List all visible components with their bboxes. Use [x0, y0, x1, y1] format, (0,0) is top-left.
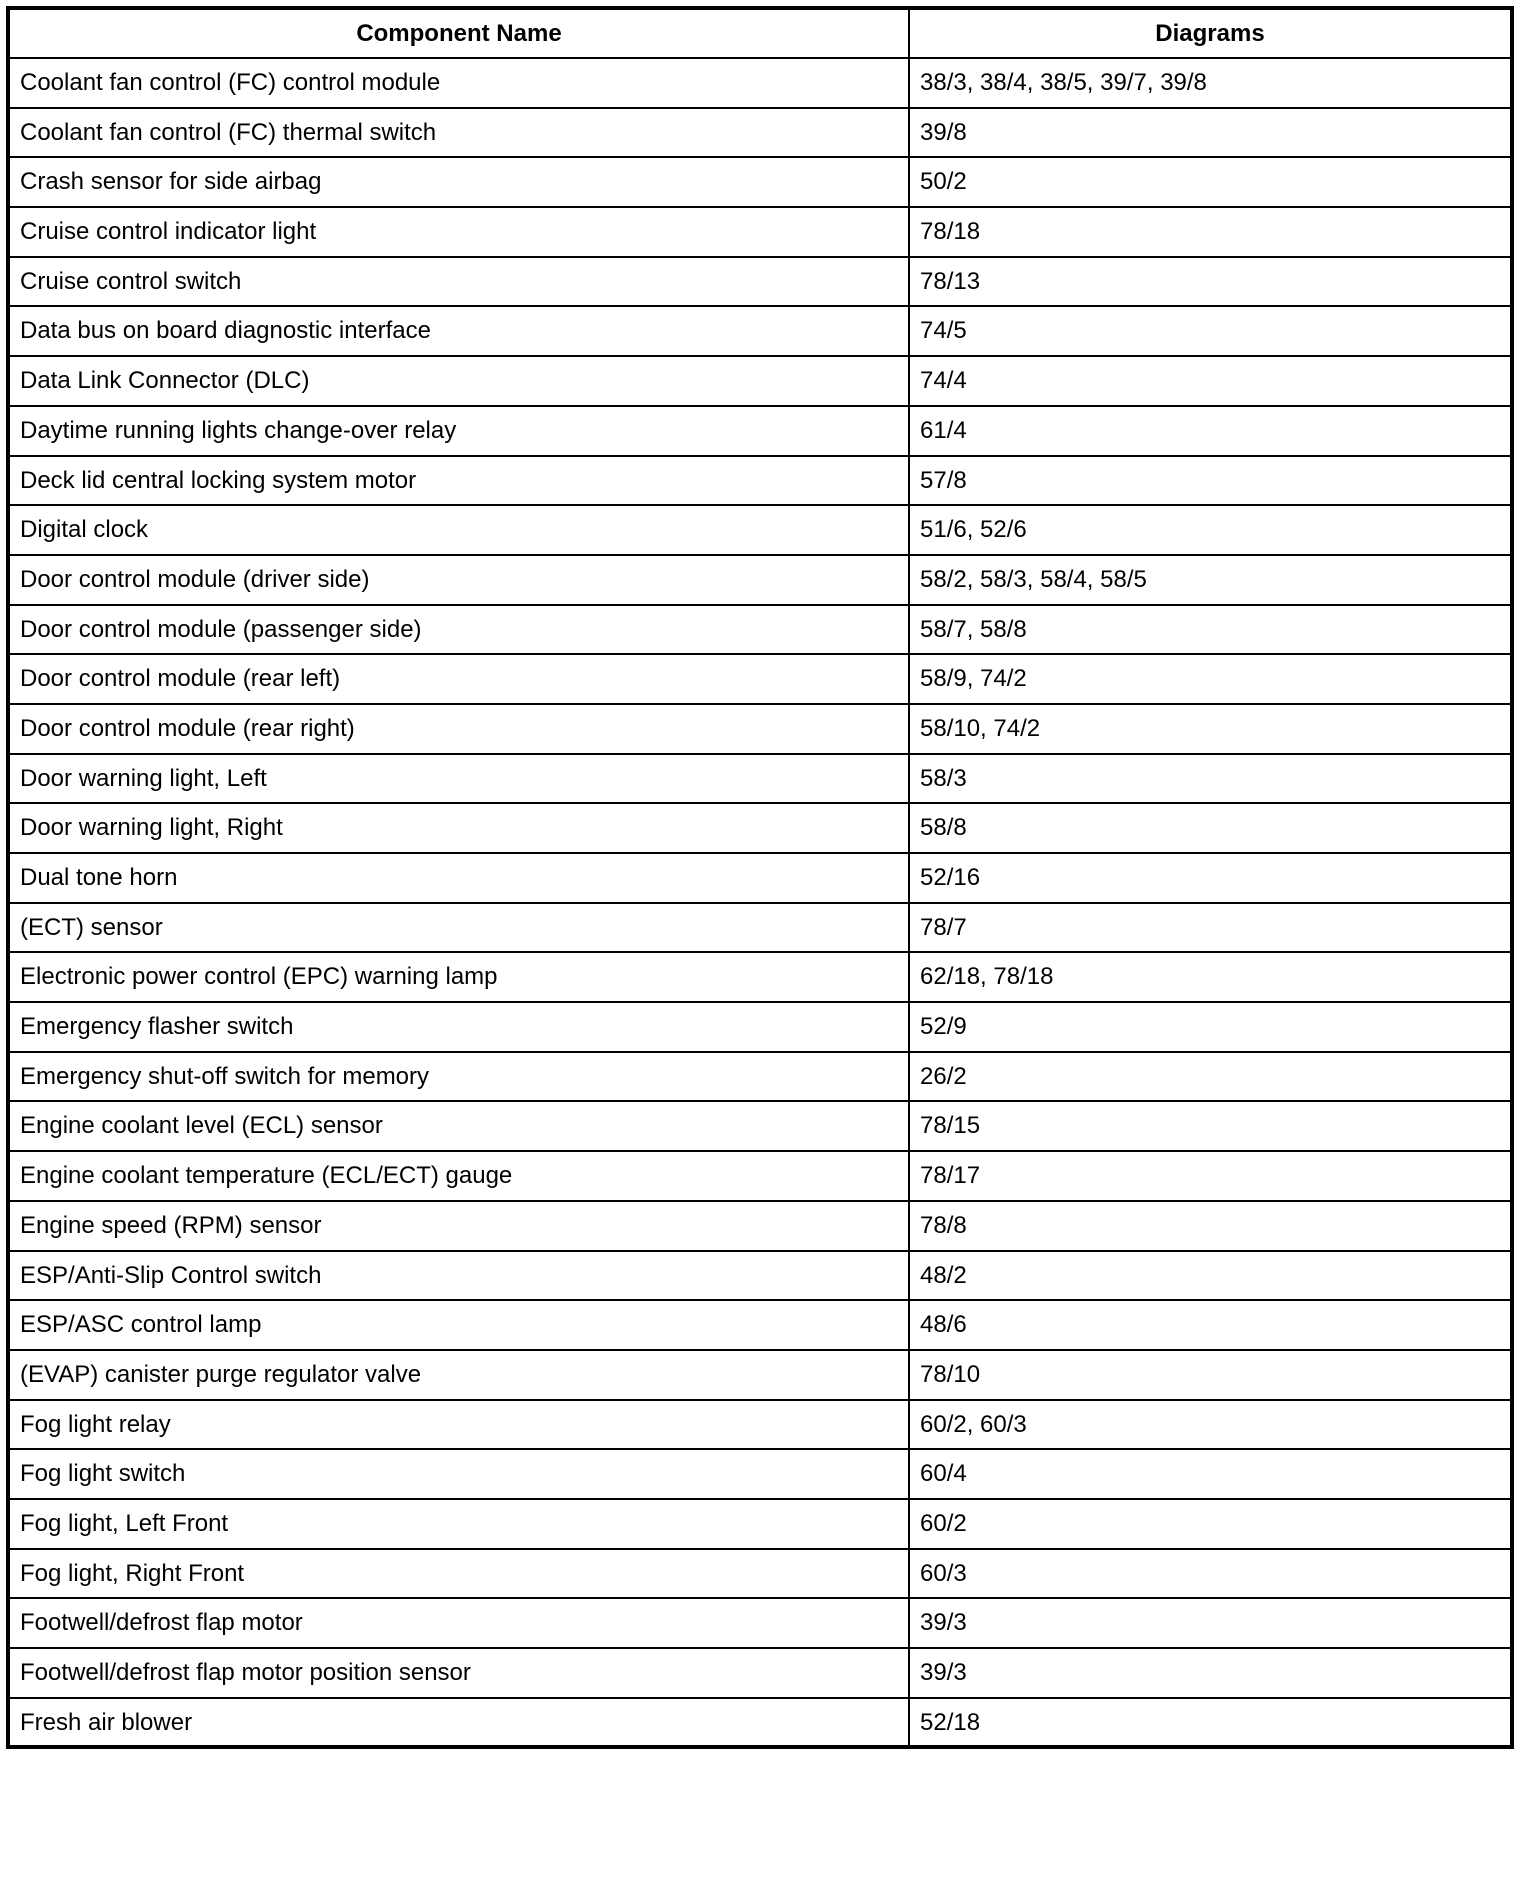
table-row: [8, 456, 1512, 506]
component-name-cell: Engine speed (RPM) sensor: [8, 1201, 909, 1251]
component-name-cell: Fog light, Left Front: [8, 1499, 909, 1549]
diagrams-cell: 38/3, 38/4, 38/5, 39/7, 39/8: [909, 58, 1512, 108]
diagrams-cell: 74/4: [909, 356, 1512, 406]
component-name-cell: (EVAP) canister purge regulator valve: [8, 1350, 909, 1400]
component-name-cell: Dual tone horn: [8, 853, 909, 903]
diagrams-cell: 48/6: [909, 1300, 1512, 1350]
diagrams-cell: 61/4: [909, 406, 1512, 456]
component-name-cell: ESP/Anti-Slip Control switch: [8, 1251, 909, 1301]
component-diagram-table: [6, 6, 1514, 1749]
diagrams-cell: 78/18: [909, 207, 1512, 257]
component-name-cell: Cruise control switch: [8, 257, 909, 307]
component-name-cell: (ECT) sensor: [8, 903, 909, 953]
table-row: [8, 505, 1512, 555]
table-row: [8, 1101, 1512, 1151]
component-name-cell: Fog light, Right Front: [8, 1549, 909, 1599]
diagrams-cell: 39/3: [909, 1598, 1512, 1648]
table-row: [8, 1300, 1512, 1350]
table-row: [8, 754, 1512, 804]
table-row: [8, 1499, 1512, 1549]
header-diagrams: Diagrams: [909, 8, 1512, 58]
table-row: [8, 853, 1512, 903]
table-row: [8, 257, 1512, 307]
table-row: [8, 1052, 1512, 1102]
diagrams-cell: 60/2, 60/3: [909, 1400, 1512, 1450]
diagrams-cell: 58/2, 58/3, 58/4, 58/5: [909, 555, 1512, 605]
diagrams-cell: 60/2: [909, 1499, 1512, 1549]
component-name-cell: Deck lid central locking system motor: [8, 456, 909, 506]
table-row: [8, 1598, 1512, 1648]
table-row: [8, 704, 1512, 754]
diagrams-cell: 48/2: [909, 1251, 1512, 1301]
component-name-cell: Door control module (rear right): [8, 704, 909, 754]
component-name-cell: Coolant fan control (FC) control module: [8, 58, 909, 108]
table-row: [8, 1449, 1512, 1499]
diagrams-cell: 60/4: [909, 1449, 1512, 1499]
component-name-cell: Door warning light, Right: [8, 803, 909, 853]
diagrams-cell: 52/18: [909, 1698, 1512, 1748]
diagrams-cell: 78/15: [909, 1101, 1512, 1151]
table-header-row: [8, 8, 1512, 58]
diagrams-cell: 50/2: [909, 157, 1512, 207]
diagrams-cell: 58/7, 58/8: [909, 605, 1512, 655]
component-name-cell: Fog light relay: [8, 1400, 909, 1450]
table-row: [8, 952, 1512, 1002]
table-row: [8, 1549, 1512, 1599]
table-row: [8, 1151, 1512, 1201]
table-row: [8, 207, 1512, 257]
header-component-name: Component Name: [8, 8, 909, 58]
table-row: [8, 803, 1512, 853]
table-row: [8, 1698, 1512, 1748]
diagrams-cell: 74/5: [909, 306, 1512, 356]
diagrams-cell: 78/13: [909, 257, 1512, 307]
table-row: [8, 157, 1512, 207]
diagrams-cell: 60/3: [909, 1549, 1512, 1599]
table-row: [8, 1350, 1512, 1400]
diagrams-cell: 78/17: [909, 1151, 1512, 1201]
component-name-cell: Digital clock: [8, 505, 909, 555]
table-row: [8, 654, 1512, 704]
table-body: [8, 58, 1512, 1747]
table-row: [8, 1002, 1512, 1052]
table-row: [8, 306, 1512, 356]
table-row: [8, 903, 1512, 953]
diagrams-cell: 58/3: [909, 754, 1512, 804]
diagrams-cell: 78/8: [909, 1201, 1512, 1251]
component-name-cell: Fresh air blower: [8, 1698, 909, 1748]
component-name-cell: ESP/ASC control lamp: [8, 1300, 909, 1350]
component-name-cell: Cruise control indicator light: [8, 207, 909, 257]
table-row: [8, 356, 1512, 406]
component-name-cell: Data bus on board diagnostic interface: [8, 306, 909, 356]
diagrams-cell: 62/18, 78/18: [909, 952, 1512, 1002]
table-row: [8, 605, 1512, 655]
table-row: [8, 406, 1512, 456]
component-name-cell: Door control module (driver side): [8, 555, 909, 605]
component-name-cell: Daytime running lights change-over relay: [8, 406, 909, 456]
diagrams-cell: 52/9: [909, 1002, 1512, 1052]
table-row: [8, 1201, 1512, 1251]
diagrams-cell: 39/3: [909, 1648, 1512, 1698]
table-row: [8, 1400, 1512, 1450]
component-name-cell: Door control module (passenger side): [8, 605, 909, 655]
diagrams-cell: 26/2: [909, 1052, 1512, 1102]
component-name-cell: Engine coolant level (ECL) sensor: [8, 1101, 909, 1151]
diagrams-cell: 51/6, 52/6: [909, 505, 1512, 555]
diagrams-cell: 58/10, 74/2: [909, 704, 1512, 754]
component-name-cell: Door warning light, Left: [8, 754, 909, 804]
component-name-cell: Electronic power control (EPC) warning lamp: [8, 952, 909, 1002]
diagrams-cell: 39/8: [909, 108, 1512, 158]
table-row: [8, 58, 1512, 108]
component-name-cell: Fog light switch: [8, 1449, 909, 1499]
component-name-cell: Footwell/defrost flap motor position sensor: [8, 1648, 909, 1698]
diagrams-cell: 78/7: [909, 903, 1512, 953]
diagrams-cell: 57/8: [909, 456, 1512, 506]
component-name-cell: Emergency flasher switch: [8, 1002, 909, 1052]
diagrams-cell: 78/10: [909, 1350, 1512, 1400]
component-name-cell: Data Link Connector (DLC): [8, 356, 909, 406]
component-name-cell: Door control module (rear left): [8, 654, 909, 704]
diagrams-cell: 58/9, 74/2: [909, 654, 1512, 704]
diagrams-cell: 52/16: [909, 853, 1512, 903]
component-name-cell: Coolant fan control (FC) thermal switch: [8, 108, 909, 158]
table-row: [8, 108, 1512, 158]
table-row: [8, 555, 1512, 605]
table-row: [8, 1648, 1512, 1698]
component-name-cell: Crash sensor for side airbag: [8, 157, 909, 207]
component-name-cell: Emergency shut-off switch for memory: [8, 1052, 909, 1102]
diagrams-cell: 58/8: [909, 803, 1512, 853]
table-row: [8, 1251, 1512, 1301]
component-name-cell: Engine coolant temperature (ECL/ECT) gauge: [8, 1151, 909, 1201]
component-name-cell: Footwell/defrost flap motor: [8, 1598, 909, 1648]
